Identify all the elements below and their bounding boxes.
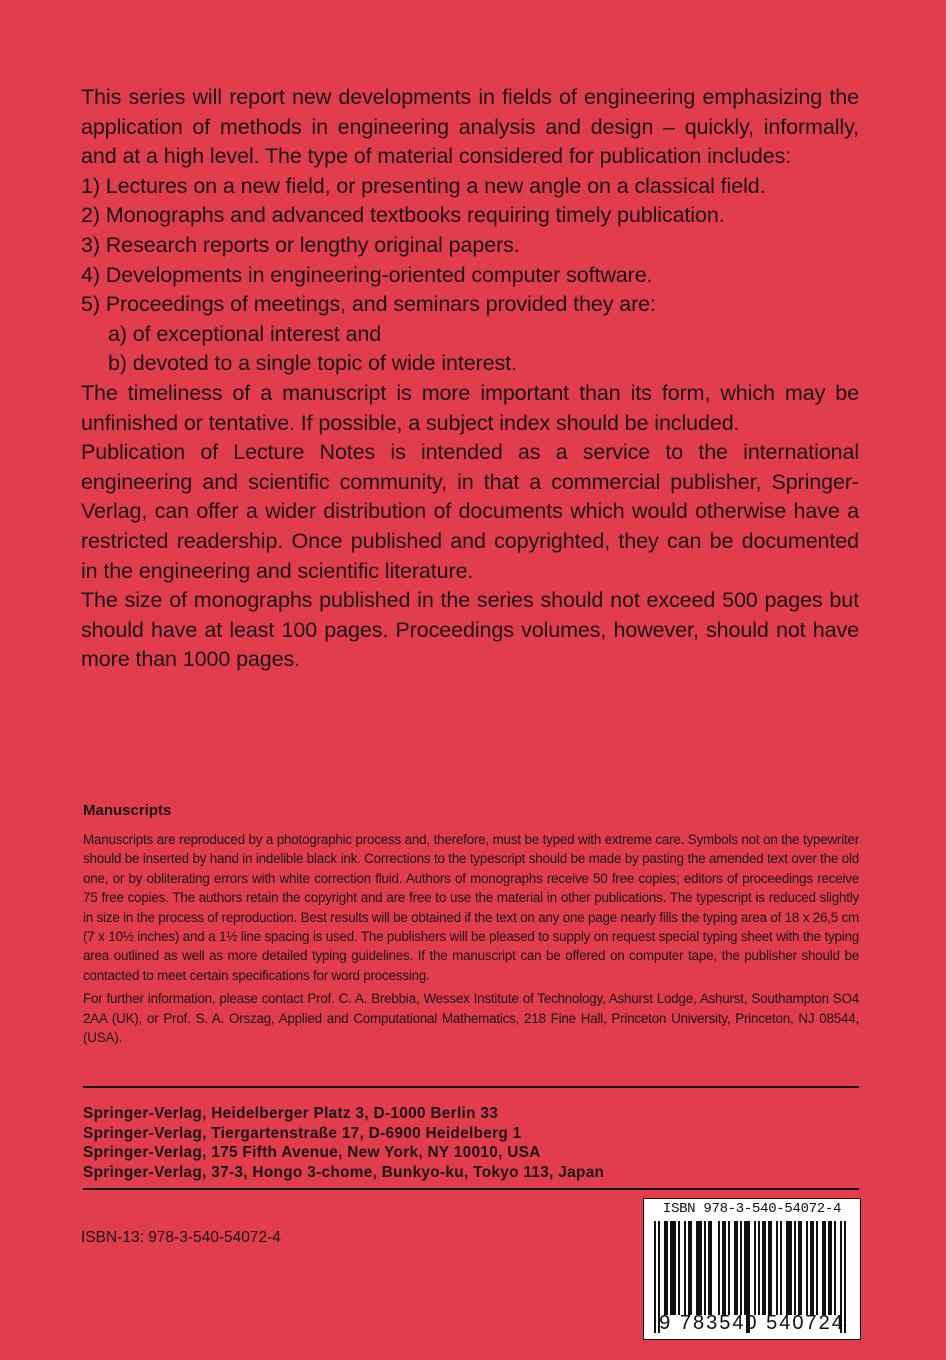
list-item: 4) Developments in engineering-oriented computer software.	[81, 262, 653, 287]
barcode-bar	[794, 1221, 796, 1315]
barcode-bar	[770, 1221, 772, 1315]
list-item: 5) Proceedings of meetings, and seminars provided they are:	[81, 292, 656, 317]
barcode-bar	[806, 1221, 808, 1315]
intro-paragraph: This series will report new developments in fields of engineering emphasizing the application of methods in engineering analysis and design – quickly, informally, and at a high level. The type of material considered for publication includes:	[81, 85, 859, 169]
series-description	[81, 83, 859, 675]
publisher-addresses	[83, 1104, 604, 1182]
barcode-bar	[828, 1221, 830, 1315]
barcode-bar	[762, 1221, 764, 1315]
barcode-bar	[798, 1221, 800, 1315]
barcode-bar	[666, 1221, 668, 1315]
address-line: Springer-Verlag, Tiergartenstraße 17, D-6900 Heidelberg 1	[83, 1124, 522, 1142]
barcode-isbn-label: ISBN 978-3-540-54072-4	[662, 1201, 842, 1217]
barcode-bar	[744, 1221, 746, 1315]
divider-top	[83, 1086, 859, 1088]
barcode-bar	[786, 1221, 788, 1315]
barcode-bar	[696, 1221, 698, 1315]
barcode-bar	[724, 1221, 726, 1315]
barcode-bar	[812, 1221, 814, 1315]
address-line: Springer-Verlag, 175 Fifth Avenue, New York, NY 10010, USA	[83, 1144, 541, 1162]
divider-bottom	[83, 1188, 859, 1190]
barcode-bar	[708, 1221, 710, 1315]
barcode-bar	[834, 1221, 836, 1315]
manuscripts-heading: Manuscripts	[83, 802, 172, 819]
barcode-bar	[664, 1221, 666, 1315]
barcode-bar	[740, 1221, 742, 1315]
barcode-bar	[688, 1221, 690, 1315]
contact-paragraph: For further information, please contact Prof. C. A. Brebbia, Wessex Institute of Technology, Ashurst Lodge, Ashurst, Southampton SO4 2AA (UK), or Prof. S. A. Orszag, Applied and Computational Mathematics, 218 Fine Hall, Princeton University, Princeton, NJ 08544, (USA).	[83, 991, 859, 1046]
barcode-bar	[764, 1221, 766, 1315]
barcode-bar	[800, 1221, 802, 1315]
barcode-bar	[674, 1221, 676, 1315]
barcode-bar	[824, 1221, 826, 1315]
barcode-digits: 9 783540 540724	[659, 1312, 845, 1334]
barcode-bar	[728, 1221, 730, 1315]
barcode-bar	[830, 1221, 832, 1315]
barcode-bar	[722, 1221, 724, 1315]
isbn-13-label: ISBN-13: 978-3-540-54072-4	[81, 1229, 281, 1246]
barcode-bar	[672, 1221, 674, 1315]
barcode-bar	[718, 1221, 720, 1315]
barcode-bar	[816, 1221, 818, 1315]
list-item: 2) Monographs and advanced textbooks requiring timely publication.	[81, 203, 725, 228]
timeliness-paragraph: The timeliness of a manuscript is more important than its form, which may be unfinished or tentative. If possible, a subject index should be included.	[81, 380, 859, 435]
barcode-bar	[690, 1221, 692, 1315]
barcode-bar	[734, 1221, 736, 1315]
barcode-bar	[776, 1221, 778, 1315]
address-line: Springer-Verlag, 37-3, Hongo 3-chome, Bunkyo-ku, Tokyo 113, Japan	[83, 1163, 605, 1181]
barcode-bar	[754, 1221, 756, 1315]
sub-list-item: a) of exceptional interest and	[108, 321, 382, 346]
barcode-bar	[670, 1221, 672, 1315]
address-line: Springer-Verlag, Heidelberger Platz 3, D-1000 Berlin 33	[83, 1105, 499, 1122]
barcode-bar	[768, 1221, 770, 1315]
list-item: 1) Lectures on a new field, or presenting a new angle on a classical field.	[81, 173, 766, 198]
barcode-bar	[684, 1221, 686, 1315]
barcode-bar	[736, 1221, 738, 1315]
barcode-bar	[788, 1221, 790, 1315]
list-item: 3) Research reports or lengthy original papers.	[81, 232, 520, 257]
barcode-bar	[710, 1221, 712, 1315]
barcode-bar	[822, 1221, 824, 1315]
publication-paragraph: Publication of Lecture Notes is intended as a service to the international engineering and scientific community, in that a commercial publisher, Springer-Verlag, can offer a wider distribution of documents which would otherwise have a restricted readership. Once published and copyrighted, they can be documented in the engineering and scientific literature.	[81, 440, 859, 583]
barcode-bar	[780, 1221, 782, 1315]
barcode-bar	[790, 1221, 792, 1315]
barcode-bar	[810, 1221, 812, 1315]
barcode-bar	[698, 1221, 700, 1315]
isbn-barcode	[643, 1198, 861, 1340]
barcode-bar	[758, 1221, 760, 1315]
manuscripts-body: Manuscripts are reproduced by a photographic process and, therefore, must be typed with extreme care. Symbols not on the typewriter should be inserted by hand in indelible black ink. Corrections to the typescript should be made by pasting the amended text over the old one, or by obliterating errors with white correction fluid. Authors of monographs receive 50 free copies; editors of proceedings receive 75 free copies. The authors retain the copyright and are free to use the material in other publications. The typescript is reduced slightly in size in the process of reproduction. Best results will be obtained if the text on any one page nearly fills the typing area of 18 x 26,5 cm (7 x 10½ inches) and a 1½ line spacing is used. The publishers will be pleased to supply on request special typing sheet with the typing area outlined as well as more detailed typing guidelines. If the manuscript can be offered on computer tape, the publisher should be contacted to meet certain specifications for word processing.	[83, 832, 859, 983]
barcode-bar	[678, 1221, 680, 1315]
barcode-bar	[704, 1221, 706, 1315]
size-paragraph: The size of monographs published in the series should not exceed 500 pages but should have at least 100 pages. Proceedings volumes, however, should not have more than 1000 pages.	[81, 588, 859, 672]
manuscripts-section	[83, 830, 859, 1047]
barcode-bar	[700, 1221, 702, 1315]
sub-list-item: b) devoted to a single topic of wide interest.	[108, 351, 517, 376]
